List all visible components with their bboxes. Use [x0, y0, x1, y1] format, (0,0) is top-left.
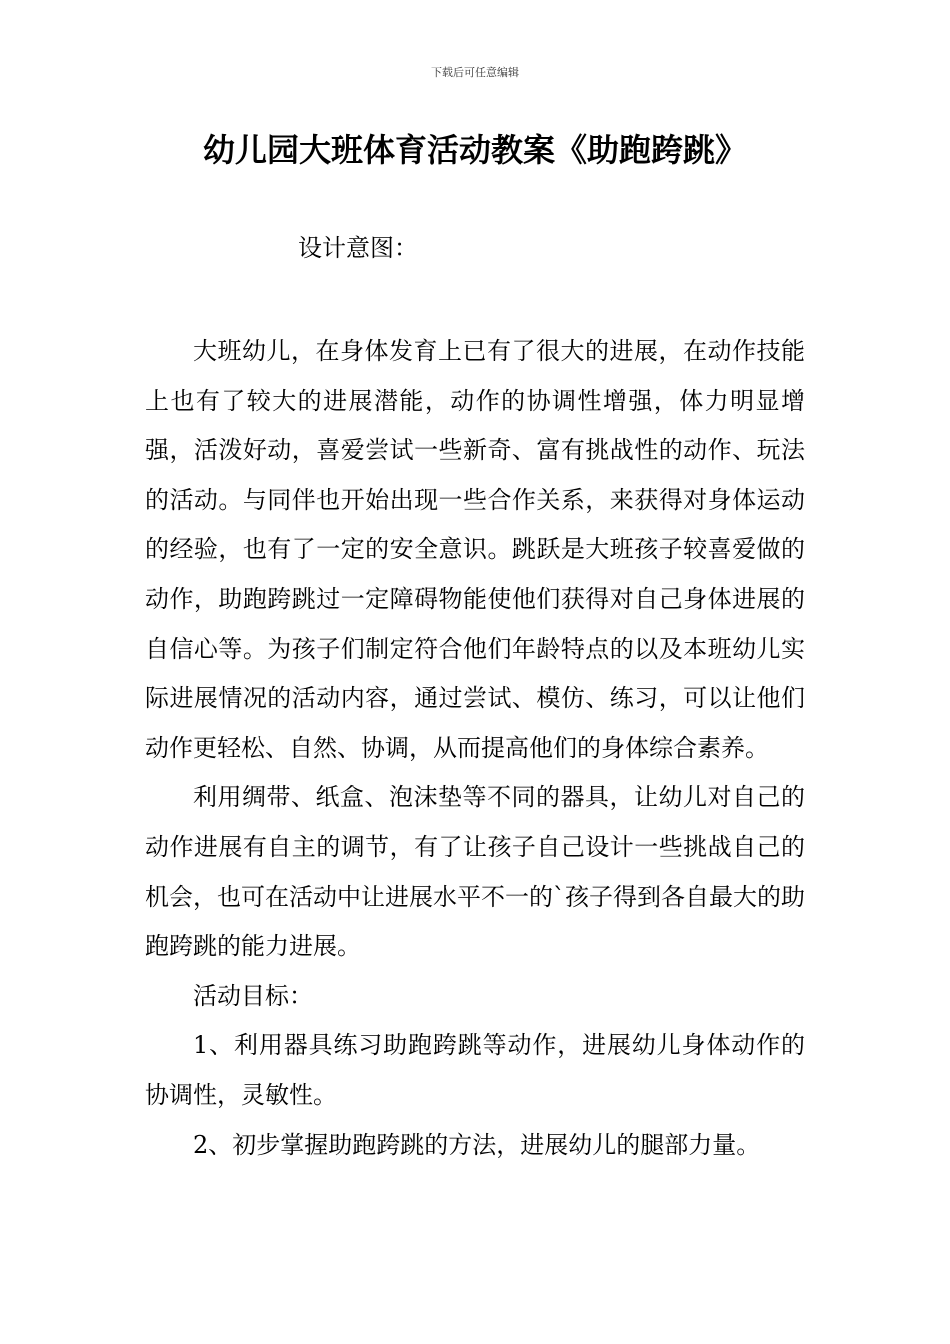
goals-heading: 活动目标：: [193, 981, 313, 1010]
header-note: 下载后可任意编辑: [431, 66, 519, 79]
document-body: [145, 327, 805, 1170]
design-intent-heading: 设计意图：: [298, 234, 418, 262]
paragraph-equipment: 利用绸带、纸盒、泡沫垫等不同的器具，让幼儿对自己的动作进展有自主的调节，有了让孩子自己设计一些挑战自己的机会，也可在活动中让进展水平不一的`孩子得到各自最大的助跑跨跳的能力进展。: [145, 783, 805, 961]
paragraph-design-intent: 大班幼儿，在身体发育上已有了很大的进展，在动作技能上也有了较大的进展潜能，动作的协调性增强，体力明显增强，活泼好动，喜爱尝试一些新奇、富有挑战性的动作、玩法的活动。与同伴也开始出现一些合作关系，来获得对身体运动的经验，也有了一定的安全意识。跳跃是大班孩子较喜爱做的动作，助跑跨跳过一定障碍物能使他们获得对自己身体进展的自信心等。为孩子们制定符合他们年龄特点的以及本班幼儿实际进展情况的活动内容，通过尝试、模仿、练习，可以让他们动作更轻松、自然、协调，从而提高他们的身体综合素养。: [145, 337, 805, 762]
goal-item-1: 1、利用器具练习助跑跨跳等动作，进展幼儿身体动作的协调性，灵敏性。: [145, 1031, 805, 1109]
goal-item-2: 2、初步掌握助跑跨跳的方法，进展幼儿的腿部力量。: [193, 1130, 761, 1159]
document-title: 幼儿园大班体育活动教案《助跑跨跳》: [202, 131, 747, 169]
